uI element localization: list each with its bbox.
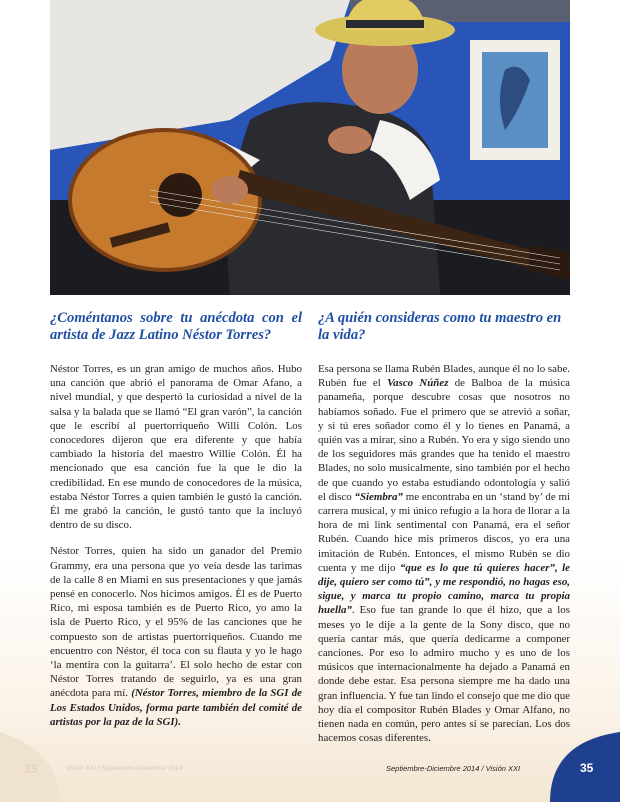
footer-left-text: Visión XXI / Septiembre-Diciembre 2014 [66, 765, 183, 772]
right-text-1: Esa persona se llama Rubén Blades, aunque él no lo sabe. Rubén fue el [318, 363, 570, 390]
left-paragraph-2-text: Néstor Torres, quien ha sido un ganador del Premio Grammy, era una persona que yo veía desde las tarimas de la calle 8 en Miami en sus presentaciones y que jamás pensé en conocerlo. Nos hicimos amigos. Él es de Puerto Rico, mi esposa también es de Puerto Rico, yo amo la isla de Puerto Rico, y el 95% de las canciones que he compuesto son de artistas puertorriqueños. Cuando me encuentro con Néstor, él toca con su flauta y yo le hago ‘la mentira con la guitarra’. El solo hecho de estar con Néstor Torres tratando de seguirlo, ya es una gran anécdota para mí. [50, 545, 302, 700]
right-text-3: me encontraba en un ‘stand by’ de mi carrera musical, y mi único refugio a la hora de llorar a la hora de mi link sentimental con Panamá, era el señor Rubén. Cuando hice mis primeros discos, yo era una imitación de Rubén. Entonces, el mismo Rubén se dio cuenta y me dijo [318, 490, 571, 574]
left-paragraph-2-italic: (Néstor Torres, miembro de la SGI de Los Estados Unidos, forma parte también del comité de artistas por la paz de la SGI). [50, 687, 302, 728]
guitarist-photo [50, 0, 570, 295]
right-italic-quote: “que es lo que tú quieres hacer”, le dije, quiero ser como tú”, y me respondió, no hagas eso, sigue, y marca tu propio camino, marca tu propia huella” [318, 561, 570, 617]
page-number-left: 35 [24, 762, 38, 776]
right-bold-vasco: Vasco Núñez [387, 377, 449, 390]
right-column [318, 362, 570, 757]
right-text-2: de Balboa de la música panameña, porque descubre cosas que nosotros no habíamos soñado. Fue el primero que se atrevió a soñar, y si tú eres soñador como él y lo tienes en Panamá, a quién vas a mirar, sino a Rubén. Yo era y sigo siendo uno de los seguidores más grandes que ha tenido el maestro Blades, no solo musicalmente, sino también por el hecho de que cuando yo estaba estudiando odontología y salió el disco [318, 377, 570, 503]
left-question-heading: ¿Coméntanos sobre tu anécdota con el artista de Jazz Latino Néstor Torres? [50, 310, 302, 343]
right-question-heading: ¿A quién consideras como tu maestro en la vida? [318, 310, 562, 343]
right-bold-siembra: “Siembra” [354, 490, 403, 503]
left-paragraph-1: Néstor Torres, es un gran amigo de muchos años. Hubo una canción que abrió el panorama de Omar Afano, a nivel mundial, y que despertó la curiosidad a nivel de la salsa y la balada que se llamó “El gran varón”, la canción que le escribí al puertorriqueño Willi Colón. Los conocedores dijeron que era diferente y que había cambiado la historia del maestro Willie Colón. Él ha mencionado que esa canción fue la que le dio la credibilidad. En ese mundo de conocedores de la música, estaba Néstor Torres a quien también le gustó la canción. Él me grabó la canción, le gustó tanto que la incluyó dentro de su disco. [50, 363, 302, 532]
left-paragraph-2 [50, 544, 302, 729]
right-text-4: . Eso fue tan grande lo que él hizo, que a los meses yo le dije a la gente de la Sony disco, que no quería cantar más, que quería dedicarme a componer canciones. Por eso lo admiro mucho y es uno de los músicos que internacionalmente ha dejado a Panamá en donde debe estar. Esa persona siempre me ha dado una gran influencia. Y fue tan lindo el consejo que me dio que hoy día el compositor Rubén Blades y Omar Alfano, no tienen nada en común, pero antes sí se parecían. Los dos hacemos cosas diferentes. [318, 604, 571, 745]
left-column [50, 362, 302, 741]
footer-right-text: Septiembre-Diciembre 2014 / Visión XXI [386, 764, 521, 773]
page-number-right: 35 [580, 761, 594, 775]
right-paragraph [318, 362, 570, 745]
